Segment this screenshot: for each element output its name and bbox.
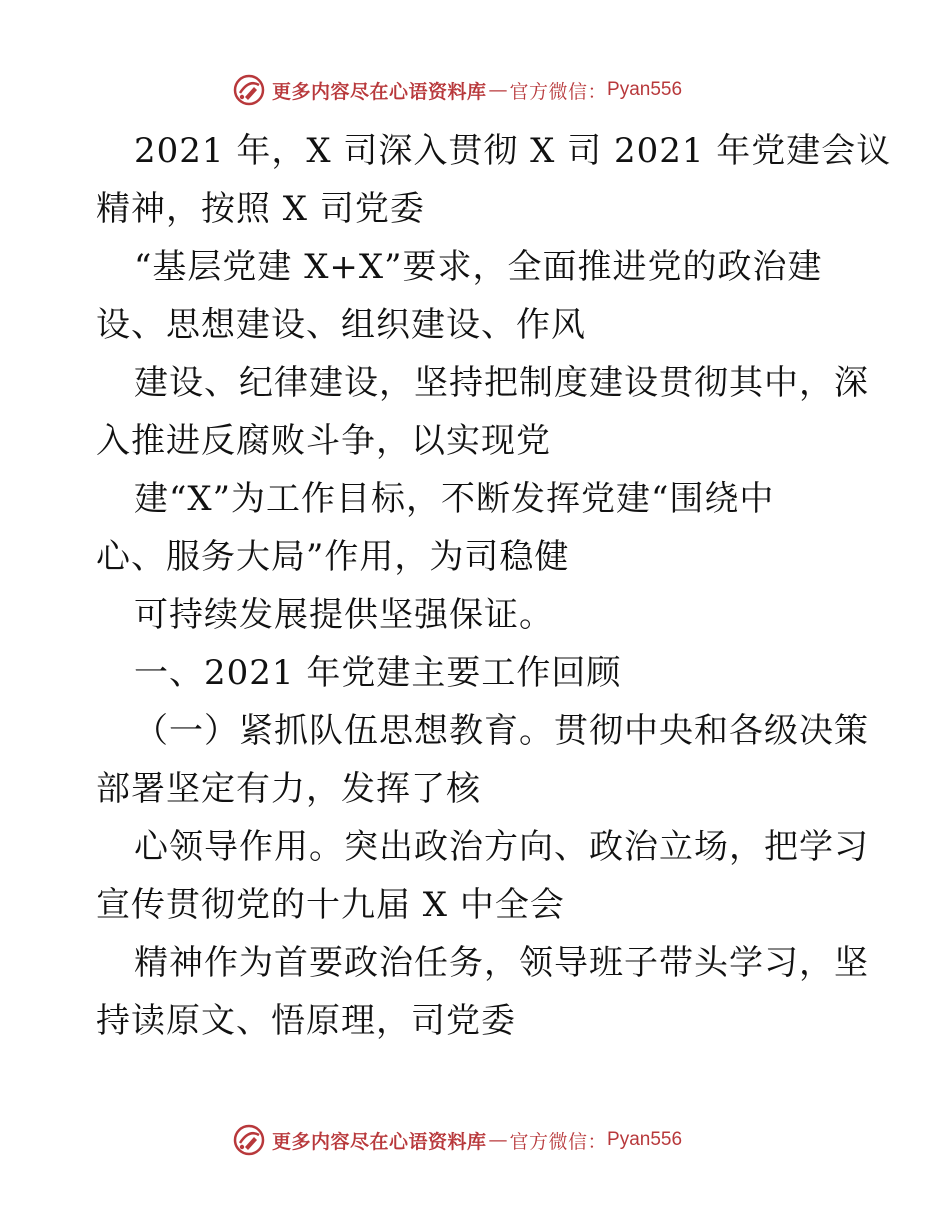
header-banner (232, 70, 682, 110)
body-line: 建设、纪律建设，坚持把制度建设贯彻其中，深 (134, 363, 869, 403)
promo-text: 更多内容尽在心语资料库 (272, 80, 487, 103)
body-line: 精神，按照 X 司党委 (96, 189, 425, 229)
section-heading: 一、2021 年党建主要工作回顾 (134, 653, 622, 693)
brand-logo-icon (232, 1123, 266, 1157)
document-body (96, 122, 892, 1050)
promo-text: 更多内容尽在心语资料库 (272, 1130, 487, 1153)
footer-banner (232, 1120, 682, 1160)
separator-dash: — (488, 79, 508, 101)
body-line: “基层党建 X+X”要求，全面推进党的政治建 (134, 247, 823, 287)
body-line: （一）紧抓队伍思想教育。贯彻中央和各级决策 (134, 711, 869, 751)
body-line: 心、服务大局”作用，为司稳健 (96, 537, 570, 577)
body-line: 建“X”为工作目标，不断发挥党建“围绕中 (134, 479, 775, 519)
wechat-handle: Pyan556 (607, 79, 683, 100)
separator-dash: — (488, 1129, 508, 1151)
body-line: 宣传贯彻党的十九届 X 中全会 (96, 885, 565, 925)
body-line: 2021 年，X 司深入贯彻 X 司 2021 年党建会议 (134, 131, 892, 171)
body-line: 持读原文、悟原理，司党委 (96, 1001, 516, 1041)
wechat-handle: Pyan556 (607, 1129, 683, 1150)
body-line: 精神作为首要政治任务，领导班子带头学习，坚 (134, 943, 869, 983)
body-line: 部署坚定有力，发挥了核 (96, 769, 481, 809)
body-line: 设、思想建设、组织建设、作风 (96, 305, 586, 345)
contact-label: 官方微信： (509, 80, 608, 103)
body-line: 心领导作用。突出政治方向、政治立场，把学习 (134, 827, 869, 867)
body-line: 入推进反腐败斗争，以实现党 (96, 421, 551, 461)
body-line: 可持续发展提供坚强保证。 (134, 595, 554, 635)
brand-logo-icon (232, 73, 266, 107)
contact-label: 官方微信： (509, 1130, 608, 1153)
